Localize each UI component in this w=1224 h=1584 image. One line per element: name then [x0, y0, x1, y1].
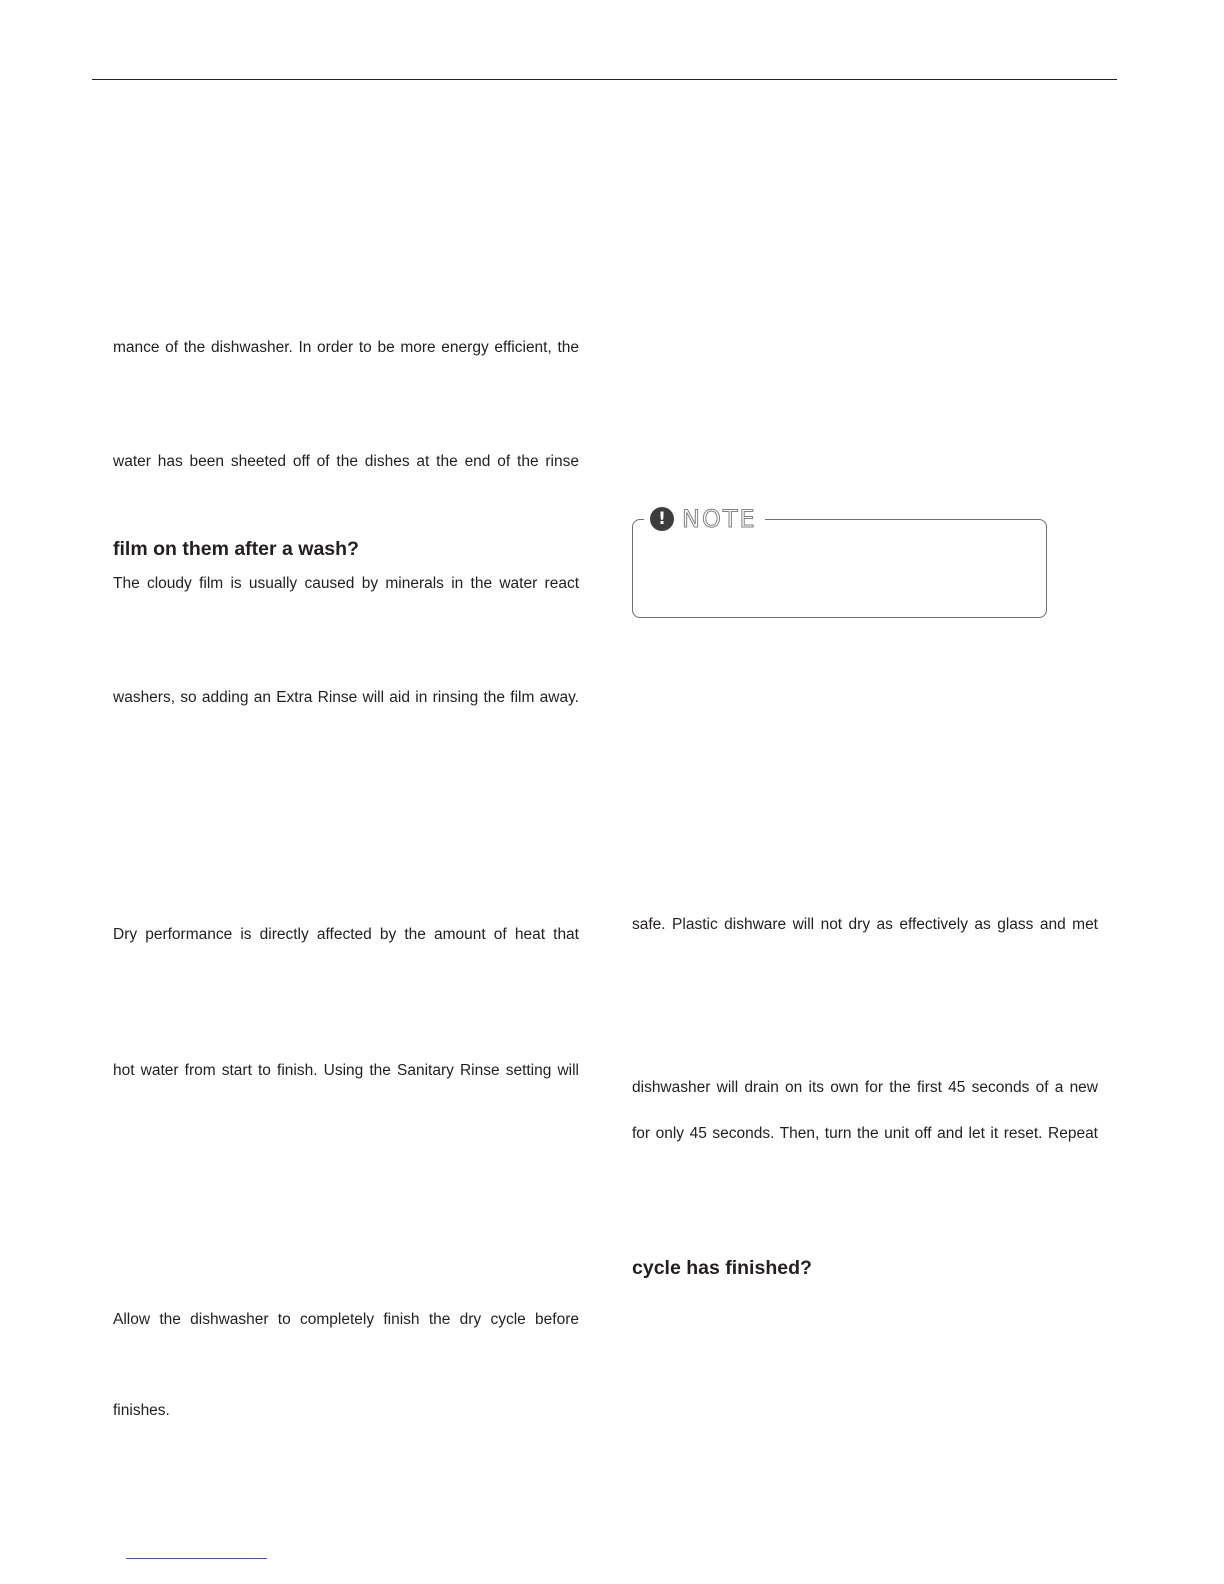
paragraph-line: mance of the dishwasher. In order to be more energy efficient, the — [113, 339, 579, 356]
paragraph-line: water has been sheeted off of the dishes at the end of the rinse — [113, 453, 579, 470]
exclamation-icon: ! — [650, 507, 674, 531]
section-heading-cycle: cycle has finished? — [632, 1257, 812, 1279]
paragraph-line: safe. Plastic dishware will not dry as effectively as glass and met — [632, 916, 1098, 933]
paragraph-line: for only 45 seconds. Then, turn the unit off and let it reset. Repeat — [632, 1125, 1098, 1142]
paragraph-line: Allow the dishwasher to completely finish the dry cycle before — [113, 1311, 579, 1328]
paragraph-line: The cloudy film is usually caused by minerals in the water react — [113, 575, 579, 592]
paragraph-line: washers, so adding an Extra Rinse will aid in rinsing the film away. — [113, 689, 579, 706]
footer-link-underline[interactable] — [126, 1558, 267, 1559]
section-heading-film: film on them after a wash? — [113, 538, 359, 560]
paragraph-line: finishes. — [113, 1402, 170, 1419]
paragraph-line: dishwasher will drain on its own for the first 45 seconds of a new — [632, 1079, 1098, 1096]
note-header — [644, 504, 765, 534]
paragraph-line: hot water from start to finish. Using the Sanitary Rinse setting will — [113, 1062, 579, 1079]
paragraph-line: Dry performance is directly affected by the amount of heat that — [113, 926, 579, 943]
header-rule — [92, 79, 1117, 80]
note-label: NOTE — [682, 505, 757, 533]
